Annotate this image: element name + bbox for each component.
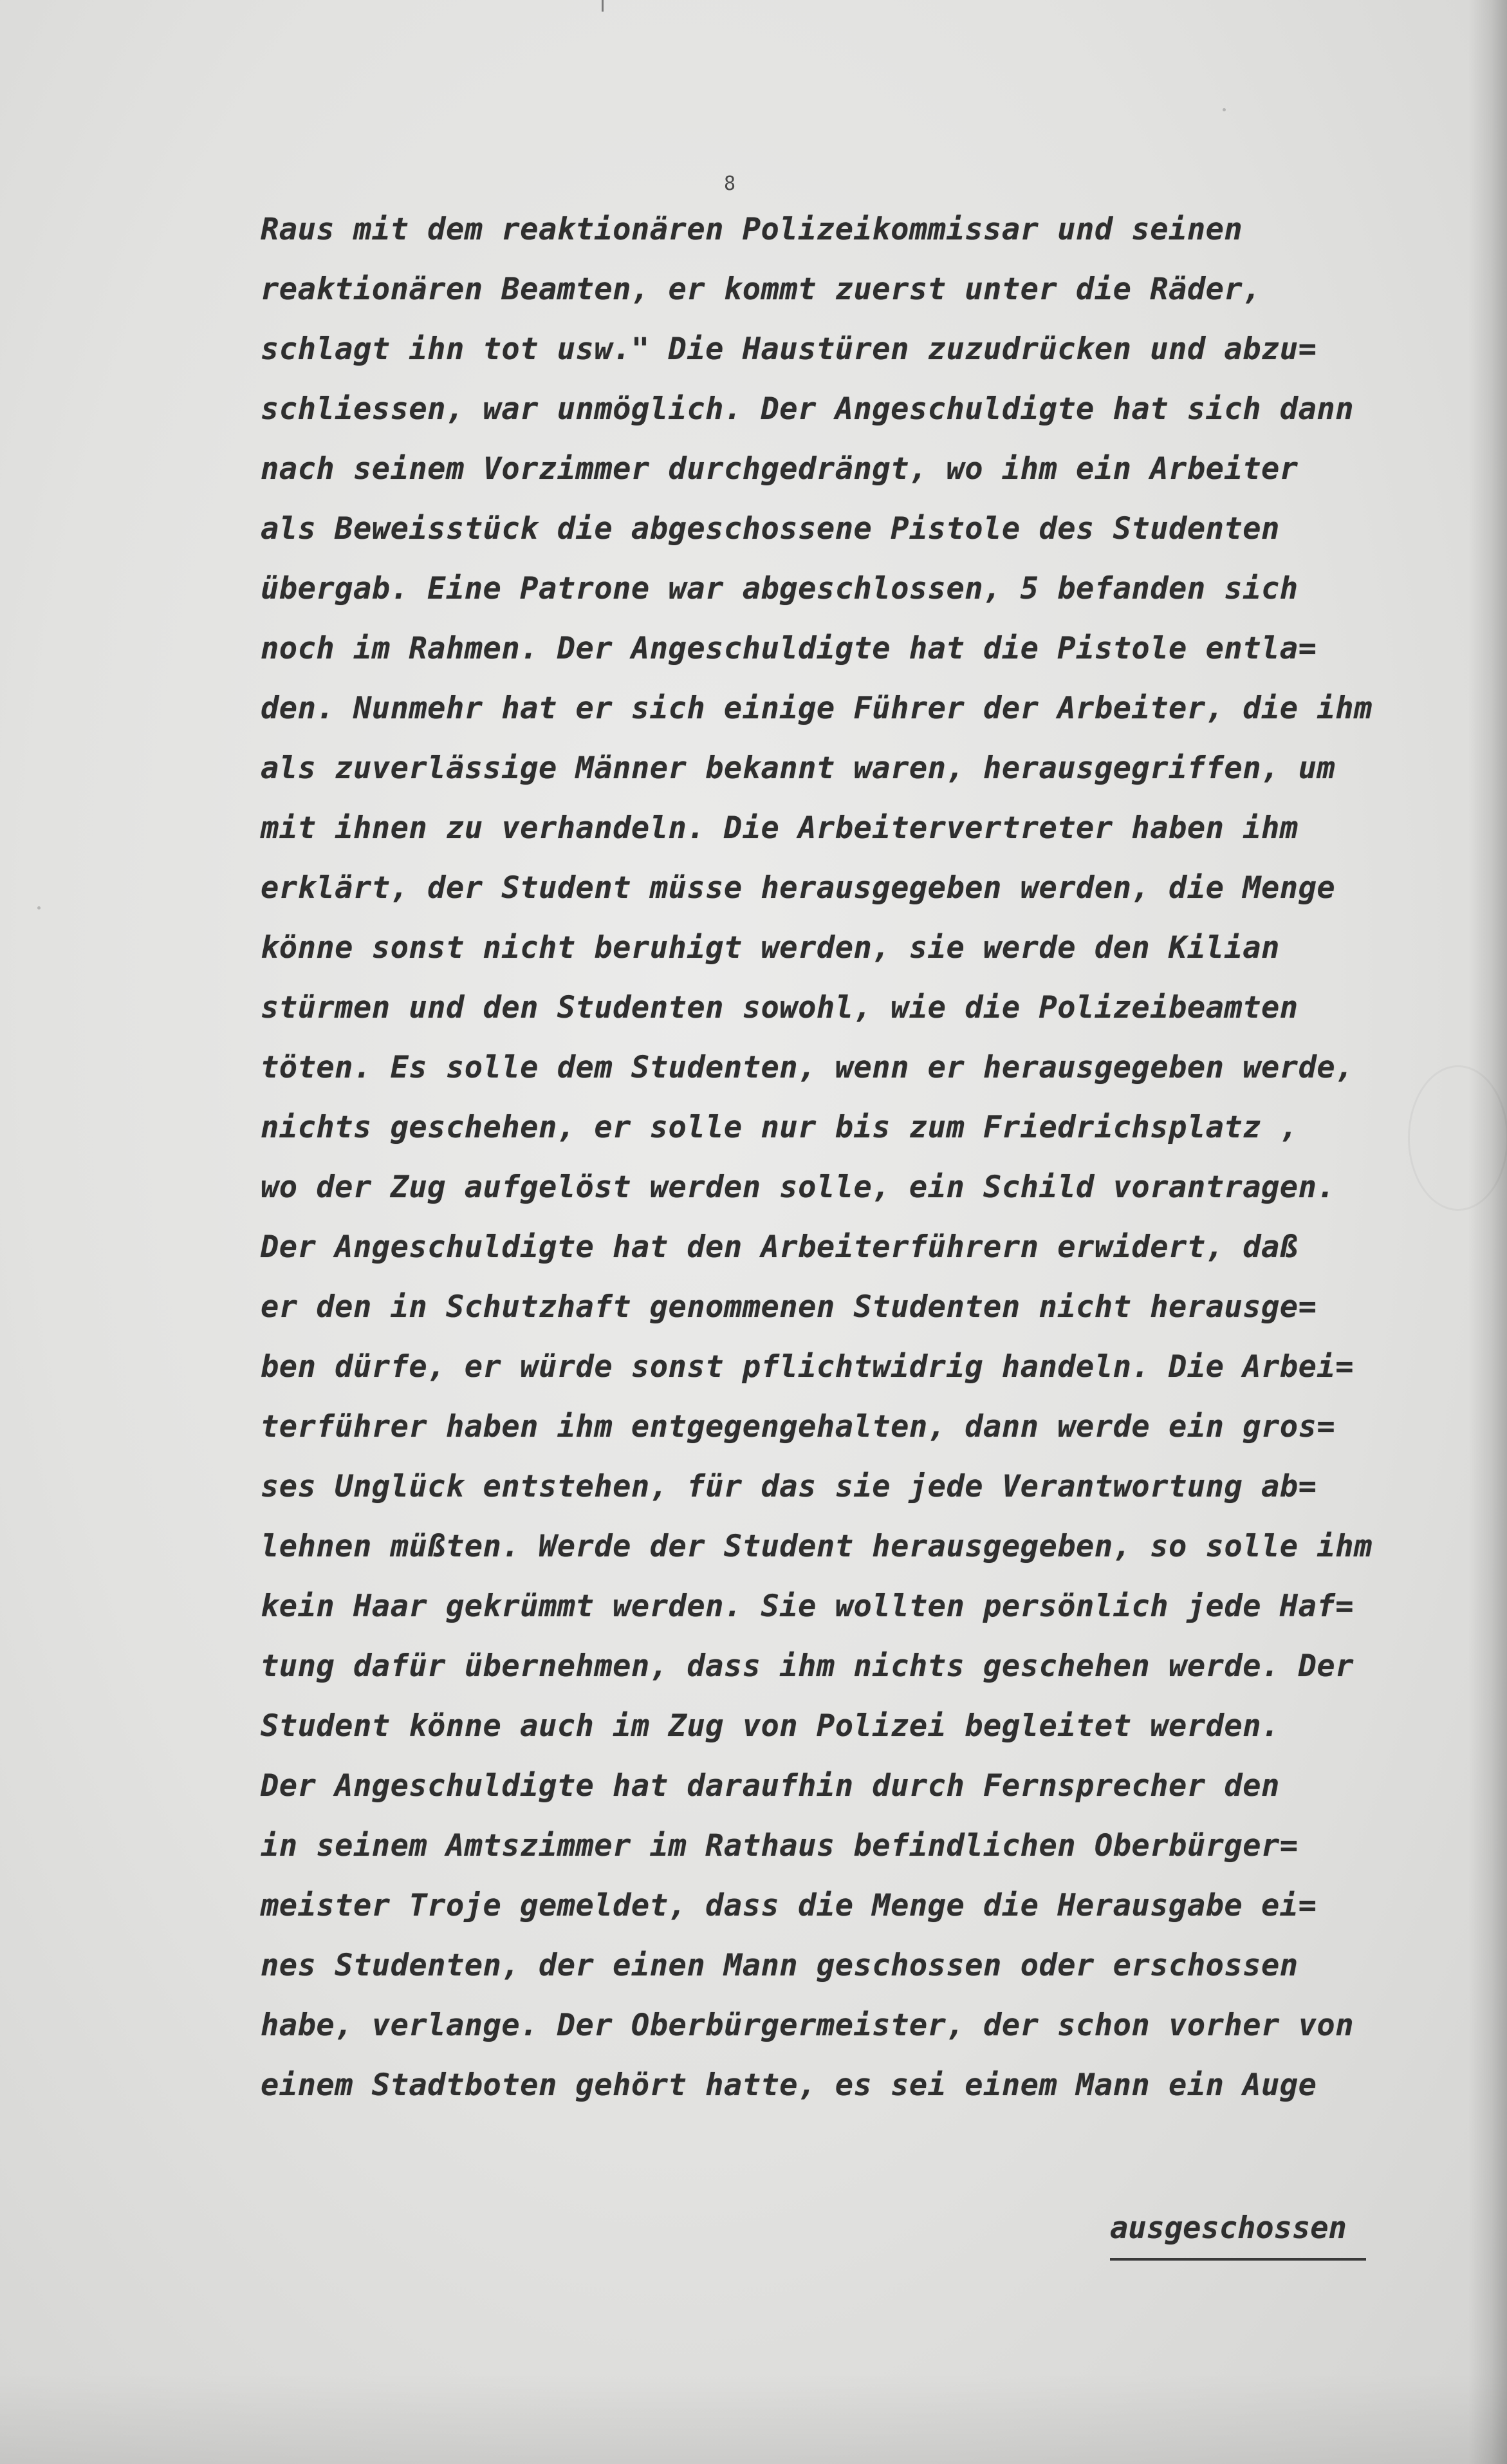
text-line: ses Unglück entstehen, für das sie jede Verantwortung ab= [261,1469,1317,1504]
text-line: stürmen und den Studenten sowohl, wie die Polizeibeamten [261,990,1299,1025]
text-line: habe, verlange. Der Oberbürgermeister, der schon vorher von [261,2008,1354,2043]
text-line: Der Angeschuldigte hat daraufhin durch Fernsprecher den [261,1768,1280,1804]
margin-mark [1223,108,1226,111]
text-line: wo der Zug aufgelöst werden solle, ein Schild vorantragen. [261,1170,1336,1205]
text-line: nach seinem Vorzimmer durchgedrängt, wo ihm ein Arbeiter [261,451,1299,487]
text-line: kein Haar gekrümmt werden. Sie wollten persönlich jede Haf= [261,1589,1354,1624]
page-number: 8 [724,173,736,195]
page-edge-shadow [1468,0,1507,2464]
text-line: töten. Es solle dem Studenten, wenn er herausgegeben werde, [261,1050,1354,1085]
text-line: tung dafür übernehmen, dass ihm nichts geschehen werde. Der [261,1648,1354,1684]
margin-mark [37,906,41,910]
text-line: nichts geschehen, er solle nur bis zum Friedrichsplatz , [261,1110,1299,1145]
text-line: erklärt, der Student müsse herausgegeben werden, die Menge [261,870,1336,906]
text-line: er den in Schutzhaft genommenen Studenten nicht herausge= [261,1289,1317,1325]
text-line: reaktionären Beamten, er kommt zuerst unter die Räder, [261,272,1262,307]
text-line: ben dürfe, er würde sonst pflichtwidrig handeln. Die Arbei= [261,1349,1354,1385]
text-line: nes Studenten, der einen Mann geschossen oder erschossen [261,1948,1299,1983]
text-line: mit ihnen zu verhandeln. Die Arbeitervertreter haben ihm [261,810,1299,846]
catchword: ausgeschossen [1110,2198,1366,2261]
page-bottom-shadow [0,2374,1507,2464]
text-line: lehnen müßten. Werde der Student herausgegeben, so solle ihm [261,1529,1373,1564]
text-line: noch im Rahmen. Der Angeschuldigte hat die Pistole entla= [261,631,1317,666]
text-line: terführer haben ihm entgegengehalten, dann werde ein gros= [261,1409,1336,1444]
text-line: als Beweisstück die abgeschossene Pistole des Studenten [261,511,1280,546]
text-line: schliessen, war unmöglich. Der Angeschuldigte hat sich dann [261,391,1354,427]
text-line: Der Angeschuldigte hat den Arbeiterführern erwidert, daß [261,1229,1299,1265]
text-line: Student könne auch im Zug von Polizei begleitet werden. [261,1708,1280,1744]
text-line: übergab. Eine Patrone war abgeschlossen, 5 befanden sich [261,571,1299,606]
text-line: könne sonst nicht beruhigt werden, sie werde den Kilian [261,930,1280,966]
text-line: den. Nunmehr hat er sich einige Führer der Arbeiter, die ihm [261,691,1373,726]
typewritten-body [261,200,1470,2115]
text-line: Raus mit dem reaktionären Polizeikommissar und seinen [261,212,1243,247]
text-line: einem Stadtboten gehört hatte, es sei einem Mann ein Auge [261,2067,1317,2103]
text-line: als zuverlässige Männer bekannt waren, herausgegriffen, um [261,751,1336,786]
top-edge-mark [602,0,604,12]
text-line: in seinem Amtszimmer im Rathaus befindlichen Oberbürger= [261,1828,1299,1863]
text-line: schlagt ihn tot usw." Die Haustüren zuzudrücken und abzu= [261,331,1317,367]
text-line: meister Troje gemeldet, dass die Menge die Herausgabe ei= [261,1888,1317,1923]
